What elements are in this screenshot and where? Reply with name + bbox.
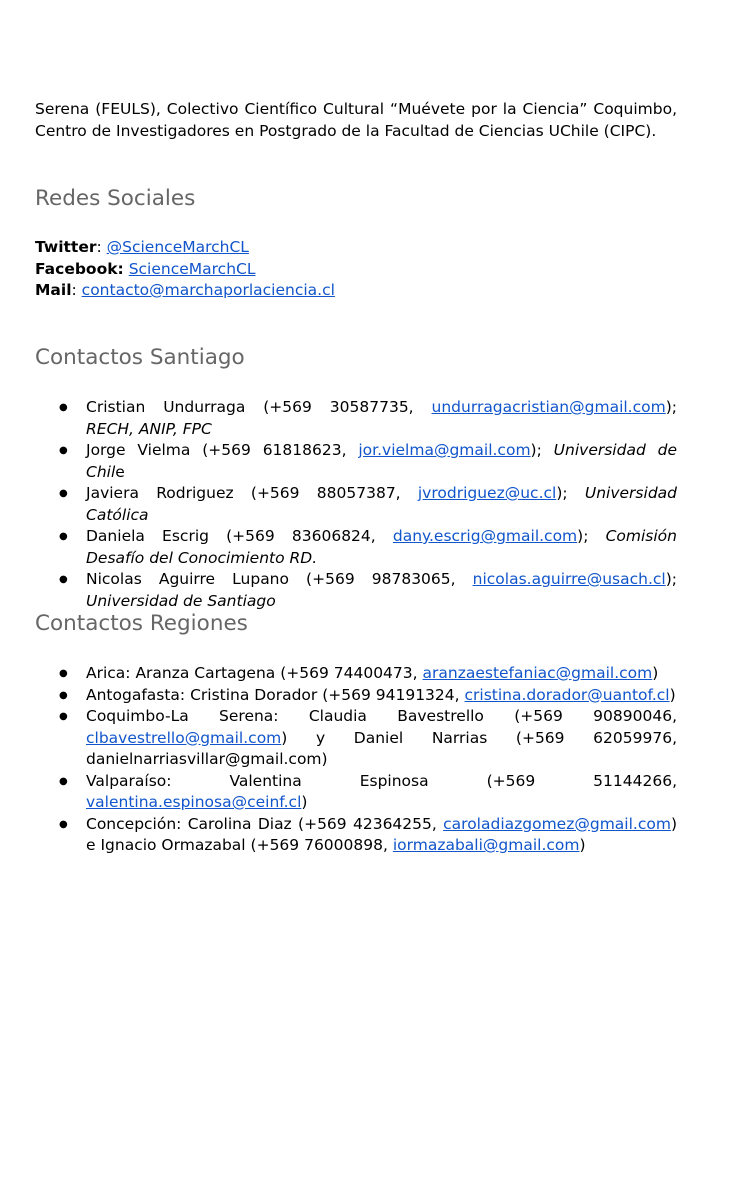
heading-redes-sociales: Redes Sociales	[35, 186, 196, 211]
santiago-contact-list	[0, 397, 677, 612]
email-link[interactable]: valentina.espinosa@ceinf.cl	[86, 793, 302, 811]
list-item: ● Javiera Rodriguez (+569 88057387, jvrodriguez@uc.cl); Universidad Católica	[86, 483, 677, 526]
email-link[interactable]: nicolas.aguirre@usach.cl	[472, 570, 666, 588]
twitter-label: Twitter	[35, 238, 97, 256]
list-item: ● Coquimbo-La Serena: Claudia Bavestrello (+569 90890046, clbavestrello@gmail.com) y Daniel Narrias (+569 62059976, danielnarriasvillar@gmail.com)	[86, 706, 677, 771]
email-link[interactable]: jvrodriguez@uc.cl	[417, 484, 557, 502]
list-item: ● Concepción: Carolina Diaz (+569 42364255, caroladiazgomez@gmail.com) e Ignacio Ormazabal (+569 76000898, iormazabali@gmail.com)	[86, 814, 677, 857]
mail-label: Mail	[35, 281, 72, 299]
heading-contactos-regiones: Contactos Regiones	[35, 611, 248, 636]
list-item: ● Arica: Aranza Cartagena (+569 74400473, aranzaestefaniac@gmail.com)	[86, 663, 677, 685]
list-item: ● Nicolas Aguirre Lupano (+569 98783065, nicolas.aguirre@usach.cl); Universidad de Santiago	[86, 569, 677, 612]
mail-link[interactable]: contacto@marchaporlaciencia.cl	[81, 281, 335, 299]
social-links	[35, 237, 335, 302]
email-link[interactable]: undurragacristian@gmail.com	[431, 398, 666, 416]
email-link[interactable]: cristina.dorador@uantof.cl	[464, 685, 670, 704]
heading-contactos-santiago: Contactos Santiago	[35, 345, 245, 370]
mail-row: Mail: contacto@marchaporlaciencia.cl	[35, 281, 335, 299]
email-link[interactable]: dany.escrig@gmail.com	[392, 527, 578, 545]
facebook-label: Facebook:	[35, 259, 124, 278]
regiones-contact-list	[0, 663, 677, 857]
facebook-row	[35, 259, 335, 281]
email-link[interactable]: caroladiazgomez@gmail.com	[443, 814, 671, 833]
email-link[interactable]: aranzaestefaniac@gmail.com	[422, 664, 653, 682]
email-link[interactable]: iormazabali@gmail.com	[392, 836, 580, 854]
email-link[interactable]: clbavestrello@gmail.com	[86, 728, 282, 747]
list-item: ● Jorge Vielma (+569 61818623, jor.vielma@gmail.com); Universidad de Chile	[86, 440, 677, 483]
list-item: ● Cristian Undurraga (+569 30587735, undurragacristian@gmail.com); RECH, ANIP, FPC	[86, 397, 677, 440]
twitter-link[interactable]: @ScienceMarchCL	[106, 238, 249, 256]
list-item: ● Daniela Escrig (+569 83606824, dany.escrig@gmail.com); Comisión Desafío del Conocimiento RD.	[86, 526, 677, 569]
facebook-link[interactable]: ScienceMarchCL	[128, 259, 256, 278]
email-link[interactable]: jor.vielma@gmail.com	[358, 441, 531, 459]
list-item: ● Valparaíso: Valentina Espinosa (+569 51144266, valentina.espinosa@ceinf.cl)	[86, 771, 677, 814]
list-item: ● Antogafasta: Cristina Dorador (+569 94191324, cristina.dorador@uantof.cl)	[86, 685, 677, 707]
twitter-row: Twitter: @ScienceMarchCL	[35, 238, 249, 256]
intro-paragraph: Serena (FEULS), Colectivo Científico Cultural “Muévete por la Ciencia” Coquimbo, Centro de Investigadores en Postgrado de la Facultad de Ciencias UChile (CIPC).	[35, 100, 677, 140]
